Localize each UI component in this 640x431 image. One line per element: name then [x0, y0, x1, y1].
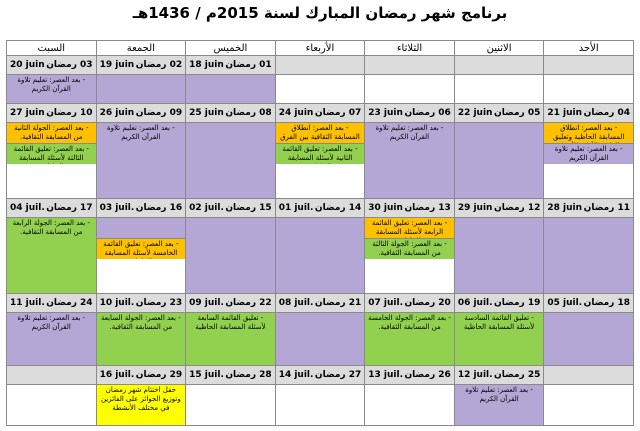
date-row: [7, 103, 634, 122]
activity-text: - بعد العصر: الجولة السابعة من المسابقة الثقافية.: [100, 314, 181, 332]
date-cell: [365, 198, 455, 217]
date-label: [7, 298, 96, 308]
activity-text: [186, 218, 275, 220]
weekday-monday: الاثنين: [454, 41, 544, 56]
weekday-sunday: الأحد: [544, 41, 634, 56]
activity-cell: [275, 217, 365, 293]
date-label: [97, 60, 186, 70]
activity-text: - تعليق القائمة السادسة لأسئلة المسابقة الحاظية: [463, 314, 535, 332]
date-cell: [7, 366, 97, 385]
ramadan-day: 18 رمضان: [583, 298, 630, 309]
activity-cell: [544, 313, 634, 366]
date-cell: [454, 198, 544, 217]
activity-cell: [186, 313, 276, 366]
ramadan-day: 09 رمضان: [135, 107, 183, 118]
ramadan-day: 13 رمضان: [404, 202, 451, 213]
ramadan-day: 01 رمضان: [225, 60, 272, 71]
ramadan-day: 03 رمضان: [46, 60, 93, 71]
activity-cell: [186, 75, 276, 104]
ramadan-day: 10 رمضان: [46, 107, 93, 118]
weekday-thursday: الخميس: [186, 41, 276, 56]
date-row: [7, 294, 634, 313]
gregorian-date: 06 juil.: [457, 298, 493, 309]
date-cell: [275, 56, 365, 75]
activity-cell: [544, 75, 634, 104]
ramadan-day: 25 رمضان: [494, 370, 541, 381]
activity-row: [7, 313, 634, 366]
activity-cell: [96, 313, 186, 366]
date-cell: [186, 56, 276, 75]
activity-cell: [7, 385, 97, 426]
gregorian-date: 25 juin: [189, 107, 224, 118]
date-cell: [186, 294, 276, 313]
activity-text: [544, 75, 633, 77]
ramadan-day: 23 رمضان: [135, 298, 183, 309]
activity-cell: [454, 75, 544, 104]
activity-text: - بعد العصر: الجولة الثانية من المسابقة الثقافية.: [7, 123, 96, 143]
activity-row: [7, 385, 634, 426]
activity-text: - بعد العصر: الجولة الرابعة من المسابقة الثقافية.: [12, 218, 90, 236]
activity-text: - بعد العصر: انطلاق المسابقة الحاظية وتعليق: [544, 123, 633, 143]
ramadan-day: 28 رمضان: [225, 370, 272, 381]
activity-cell: [186, 122, 276, 198]
activity-text: - بعد العصر: تعليم تلاوة القرآن الكريم: [106, 123, 175, 141]
ramadan-calendar: [6, 40, 634, 426]
activity-cell: [96, 75, 186, 104]
activity-text: - بعد العصر: تعليق القائمة الثانية لأسئلة المسابقة: [276, 143, 365, 164]
activity-row: [7, 217, 634, 293]
activity-text: [544, 313, 633, 315]
activity-text: حفل اختتام شهر رمضان وتوزيع الجوائز على الفائزين في مختلف الأنشطة: [100, 386, 181, 413]
activity-cell: [275, 385, 365, 426]
activity-cell: [454, 122, 544, 198]
activity-text: [97, 218, 186, 238]
ramadan-day: 16 رمضان: [135, 202, 183, 213]
ramadan-day: 17 رمضان: [46, 202, 93, 213]
gregorian-date: 05 juil.: [547, 298, 583, 309]
date-label: [365, 108, 454, 118]
date-label: [276, 370, 365, 380]
date-label: [186, 370, 275, 380]
gregorian-date: 22 juin: [457, 107, 493, 118]
date-cell: [275, 103, 365, 122]
date-cell: [454, 56, 544, 75]
gregorian-date: 24 juin: [278, 107, 314, 118]
ramadan-day: 02 رمضان: [135, 60, 183, 71]
gregorian-date: 29 juin: [457, 202, 493, 213]
date-cell: [544, 56, 634, 75]
date-cell: [544, 198, 634, 217]
activity-row: [7, 75, 634, 104]
ramadan-day: 08 رمضان: [225, 107, 272, 118]
date-label: [455, 370, 544, 380]
activity-text: [455, 75, 544, 77]
gregorian-date: 28 juin: [547, 202, 583, 213]
gregorian-date: 08 juil.: [278, 298, 314, 309]
gregorian-date: 13 juil.: [368, 370, 403, 381]
activity-cell: [275, 122, 365, 198]
gregorian-date: 01 juil.: [278, 202, 314, 213]
gregorian-date: 30 juin: [368, 202, 403, 213]
date-cell: [275, 366, 365, 385]
activity-text: - بعد العصر: الجولة الخامسة من المسابقة الثقافية.: [368, 314, 451, 332]
activity-cell: [275, 313, 365, 366]
date-label: [186, 60, 275, 70]
activity-text: [97, 75, 186, 77]
gregorian-date: 27 juin: [10, 107, 45, 118]
gregorian-date: 19 juin: [99, 60, 135, 71]
activity-text: - بعد العصر: تعليم تلاوة القرآن الكريم: [375, 123, 444, 141]
activity-text: [186, 123, 275, 125]
date-label: [97, 370, 186, 380]
activity-cell: [365, 75, 455, 104]
gregorian-date: 26 juin: [99, 107, 135, 118]
date-row: [7, 366, 634, 385]
activity-text: [276, 75, 365, 77]
date-label: [455, 108, 544, 118]
gregorian-date: 23 juin: [368, 107, 403, 118]
activity-row: [7, 122, 634, 198]
date-cell: [96, 198, 186, 217]
date-label: [7, 60, 96, 70]
activity-cell: [365, 122, 455, 198]
activity-cell: [365, 385, 455, 426]
activity-cell: [186, 217, 276, 293]
date-cell: [96, 56, 186, 75]
activity-cell: [7, 75, 97, 104]
activity-text: [365, 385, 454, 387]
date-row: [7, 198, 634, 217]
date-cell: [365, 294, 455, 313]
activity-cell: [186, 385, 276, 426]
date-cell: [7, 294, 97, 313]
calendar-body: [7, 56, 634, 426]
ramadan-day: 20 رمضان: [404, 298, 451, 309]
ramadan-day: 07 رمضان: [314, 107, 362, 118]
date-cell: [544, 103, 634, 122]
date-label: [276, 298, 365, 308]
date-label: [97, 298, 186, 308]
activity-text: [455, 218, 544, 220]
date-cell: [365, 366, 455, 385]
date-cell: [454, 103, 544, 122]
ramadan-day: 27 رمضان: [314, 370, 362, 381]
activity-cell: [7, 122, 97, 198]
activity-text: - بعد العصر: تعليم تلاوة القرآن الكريم: [465, 386, 533, 404]
date-cell: [454, 294, 544, 313]
page-title: برنامج شهر رمضان المبارك لسنة 2015م / 1436هـ: [132, 4, 508, 22]
gregorian-date: 07 juil.: [368, 298, 403, 309]
activity-cell: [365, 217, 455, 293]
activity-text: - بعد العصر: تعليق القائمة الثالثة لأسئلة المسابقة: [7, 143, 96, 164]
gregorian-date: 09 juil.: [189, 298, 224, 309]
gregorian-date: 20 juin: [10, 60, 45, 71]
date-cell: [186, 366, 276, 385]
activity-cell: [454, 313, 544, 366]
activity-text: - بعد العصر: الجولة الثالثة من المسابقة الثقافية.: [365, 238, 454, 259]
date-label: [186, 108, 275, 118]
date-cell: [186, 198, 276, 217]
date-label: [186, 298, 275, 308]
weekday-saturday: السبت: [7, 41, 97, 56]
ramadan-day: 06 رمضان: [404, 107, 451, 118]
gregorian-date: 21 juin: [547, 107, 583, 118]
activity-cell: [454, 217, 544, 293]
date-label: [544, 298, 633, 308]
date-cell: [96, 294, 186, 313]
activity-text: [7, 385, 96, 387]
activity-text: [455, 123, 544, 125]
date-label: [7, 108, 96, 118]
date-cell: [96, 103, 186, 122]
date-row: [7, 56, 634, 75]
activity-cell: [96, 385, 186, 426]
activity-text: - تعليق القائمة السابعة لأسئلة المسابقة الحاظية: [195, 314, 266, 332]
date-cell: [96, 366, 186, 385]
ramadan-day: 22 رمضان: [225, 298, 272, 309]
gregorian-date: 03 juil.: [99, 202, 135, 213]
ramadan-day: 12 رمضان: [494, 202, 541, 213]
gregorian-date: 02 juil.: [189, 202, 224, 213]
ramadan-day: 21 رمضان: [314, 298, 362, 309]
gregorian-date: 15 juil.: [189, 370, 224, 381]
activity-text: - بعد العصر: تعليم تلاوة القرآن الكريم: [17, 76, 86, 94]
activity-text: - بعد العصر: انطلاق المسابقة الثقافية بين الفرق: [276, 123, 365, 143]
activity-cell: [275, 75, 365, 104]
ramadan-day: 05 رمضان: [494, 107, 541, 118]
weekday-wednesday: الأربعاء: [275, 41, 365, 56]
activity-text: [276, 385, 365, 387]
date-label: [365, 298, 454, 308]
activity-text: [544, 385, 633, 387]
ramadan-day: 24 رمضان: [46, 298, 93, 309]
ramadan-day: 29 رمضان: [135, 370, 183, 381]
date-label: [544, 108, 633, 118]
gregorian-date: 12 juil.: [457, 370, 493, 381]
ramadan-day: 26 رمضان: [404, 370, 451, 381]
activity-text: [186, 75, 275, 77]
weekday-friday: الجمعة: [96, 41, 186, 56]
date-cell: [7, 103, 97, 122]
date-label: [455, 203, 544, 213]
activity-cell: [365, 313, 455, 366]
date-label: [97, 203, 186, 213]
ramadan-day: 11 رمضان: [583, 202, 630, 213]
activity-cell: [7, 313, 97, 366]
activity-text: [544, 218, 633, 220]
weekday-tuesday: الثلاثاء: [365, 41, 455, 56]
activity-cell: [96, 217, 186, 293]
ramadan-day: 15 رمضان: [225, 202, 272, 213]
date-label: [455, 298, 544, 308]
date-label: [276, 203, 365, 213]
ramadan-day: 19 رمضان: [494, 298, 541, 309]
gregorian-date: 14 juil.: [278, 370, 314, 381]
date-cell: [7, 198, 97, 217]
ramadan-day: 04 رمضان: [583, 107, 630, 118]
date-cell: [7, 56, 97, 75]
date-label: [365, 203, 454, 213]
date-label: [365, 370, 454, 380]
gregorian-date: 11 juil.: [10, 298, 45, 309]
ramadan-day: 14 رمضان: [314, 202, 362, 213]
activity-text: [186, 385, 275, 387]
activity-text: [365, 75, 454, 77]
activity-text: - بعد العصر: تعليق القائمة الرابعة لأسئلة المسابقة: [365, 218, 454, 238]
activity-text: [276, 313, 365, 315]
activity-cell: [544, 122, 634, 198]
date-cell: [544, 366, 634, 385]
activity-cell: [7, 217, 97, 293]
gregorian-date: 04 juil.: [10, 202, 45, 213]
date-label: [544, 203, 633, 213]
date-cell: [186, 103, 276, 122]
date-cell: [365, 103, 455, 122]
date-cell: [365, 56, 455, 75]
activity-text: - بعد العصر: تعليم تلاوة القرآن الكريم: [17, 314, 86, 332]
activity-cell: [96, 122, 186, 198]
gregorian-date: 16 juil.: [99, 370, 135, 381]
date-cell: [275, 198, 365, 217]
weekday-header-row: [7, 41, 634, 56]
activity-text: - بعد العصر: تعليق القائمة الخامسة لأسئلة المسابقة: [97, 238, 186, 259]
date-cell: [454, 366, 544, 385]
date-cell: [544, 294, 634, 313]
activity-cell: [454, 385, 544, 426]
gregorian-date: 10 juil.: [99, 298, 135, 309]
date-label: [7, 203, 96, 213]
activity-text: [276, 218, 365, 220]
date-label: [186, 203, 275, 213]
date-cell: [275, 294, 365, 313]
gregorian-date: 18 juin: [189, 60, 224, 71]
date-label: [97, 108, 186, 118]
activity-cell: [544, 217, 634, 293]
date-label: [276, 108, 365, 118]
activity-cell: [544, 385, 634, 426]
activity-text: - بعد العصر: تعليم تلاوة القرآن الكريم: [544, 143, 633, 164]
